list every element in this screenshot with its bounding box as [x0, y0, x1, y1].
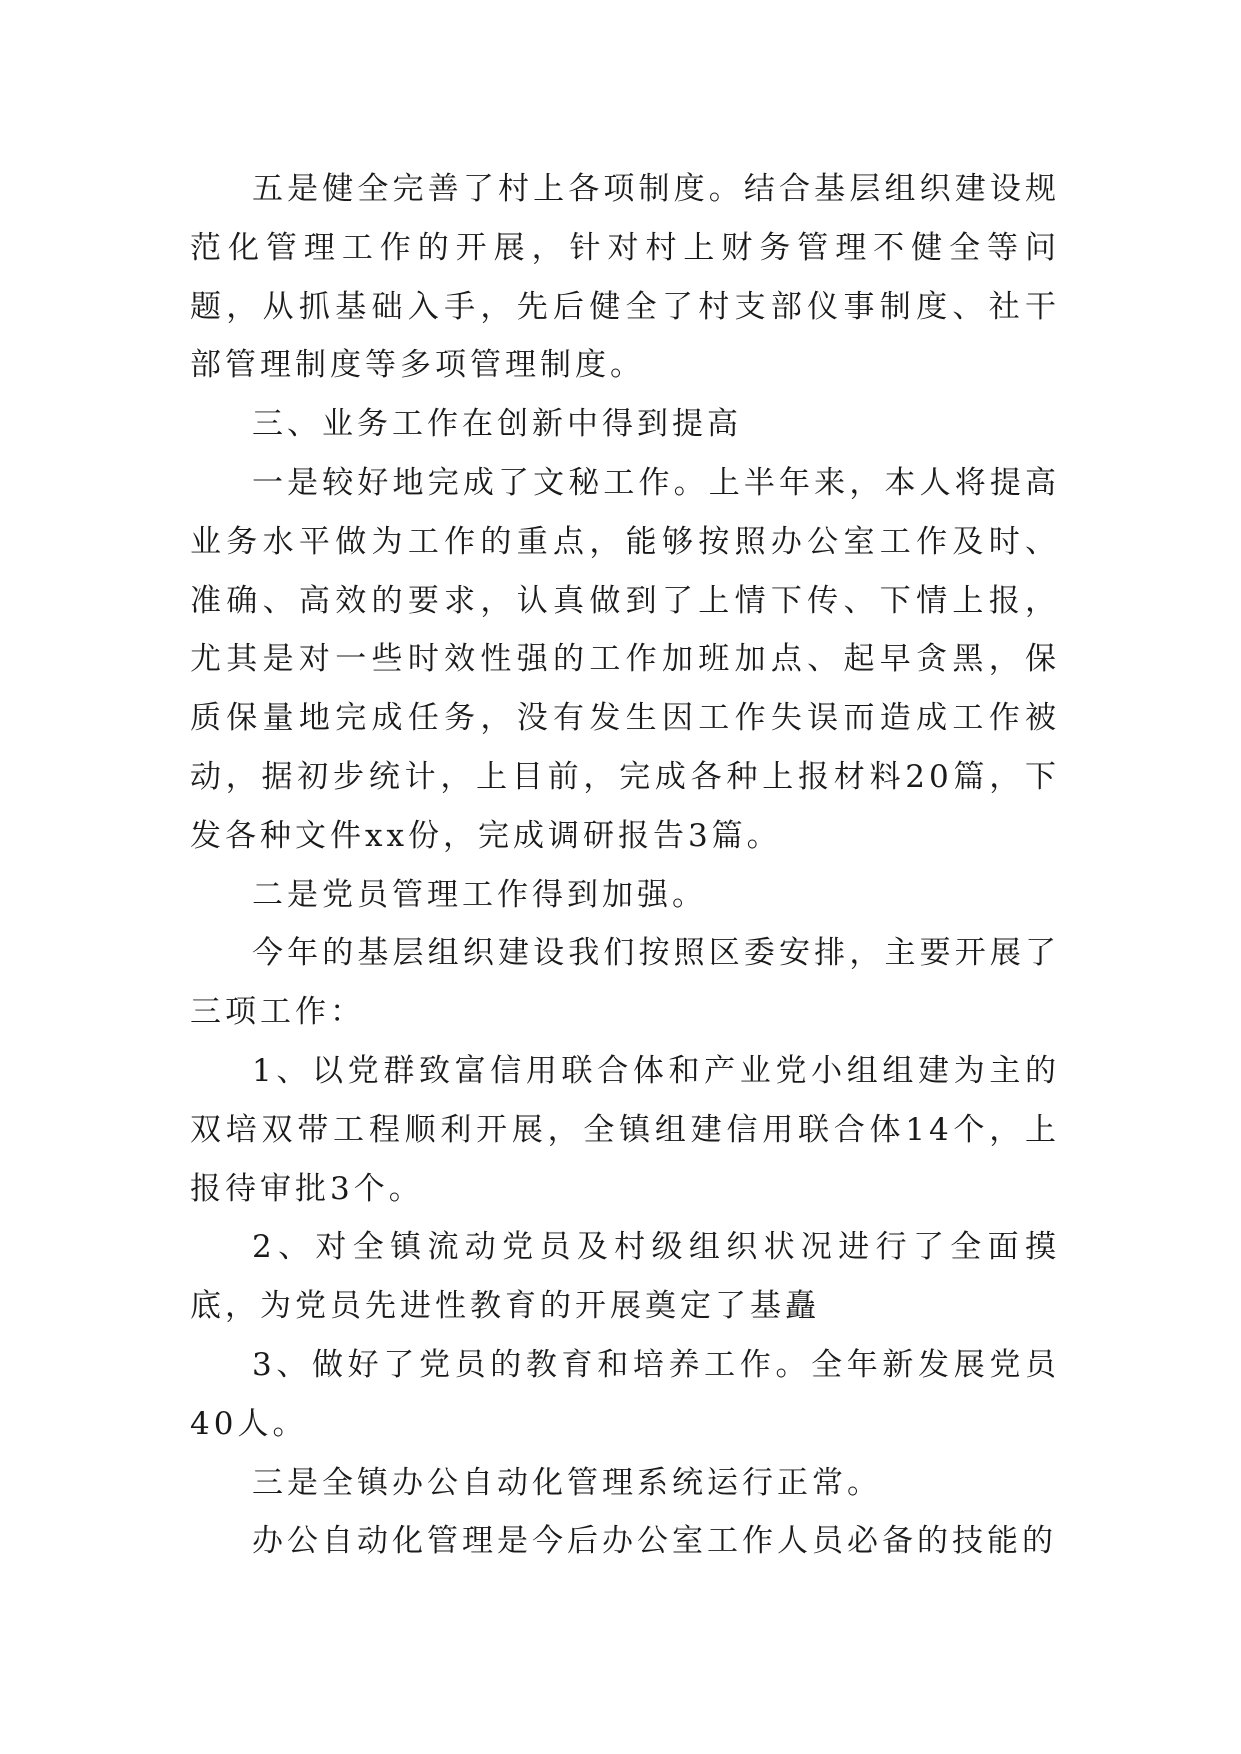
list-item-1: 1、以党群致富信用联合体和产业党小组组建为主的双培双带工程顺利开展，全镇组建信用联合体14个，上报待审批3个。: [190, 1052, 1060, 1207]
paragraph-grassroots: 今年的基层组织建设我们按照区委安排，主要开展了三项工作：: [190, 935, 1060, 1031]
paragraph-party-management: 二是党员管理工作得到加强。: [252, 876, 707, 913]
paragraph-rules: 五是健全完善了村上各项制度。结合基层组织建设规范化管理工作的开展，针对村上财务管理不健全等问题，从抓基础入手，先后健全了村支部仪事制度、社干部管理制度等多项管理制度。: [190, 171, 1060, 384]
section-heading: 三、业务工作在创新中得到提高: [252, 406, 742, 443]
list-item-2: 2、对全镇流动党员及村级组织状况进行了全面摸底，为党员先进性教育的开展奠定了基矗: [190, 1229, 1060, 1325]
paragraph-automation-skills: 办公自动化管理是今后办公室工作人员必备的技能的: [252, 1523, 1057, 1560]
list-item-3: 3、做好了党员的教育和培养工作。全年新发展党员40人。: [190, 1346, 1060, 1442]
paragraph-clerical-work: 一是较好地完成了文秘工作。上半年来，本人将提高业务水平做为工作的重点，能够按照办公室工作及时、准确、高效的要求，认真做到了上情下传、下情上报，尤其是对一些时效性强的工作加班加点、起早贪黑，保质保量地完成任务，没有发生因工作失误而造成工作被动，据初步统计，上目前，完成各种上报材料20篇，下发各种文件xx份，完成调研报告3篇。: [190, 464, 1060, 854]
document-body: [190, 160, 1060, 1571]
paragraph-office-automation: 三是全镇办公自动化管理系统运行正常。: [252, 1464, 882, 1501]
